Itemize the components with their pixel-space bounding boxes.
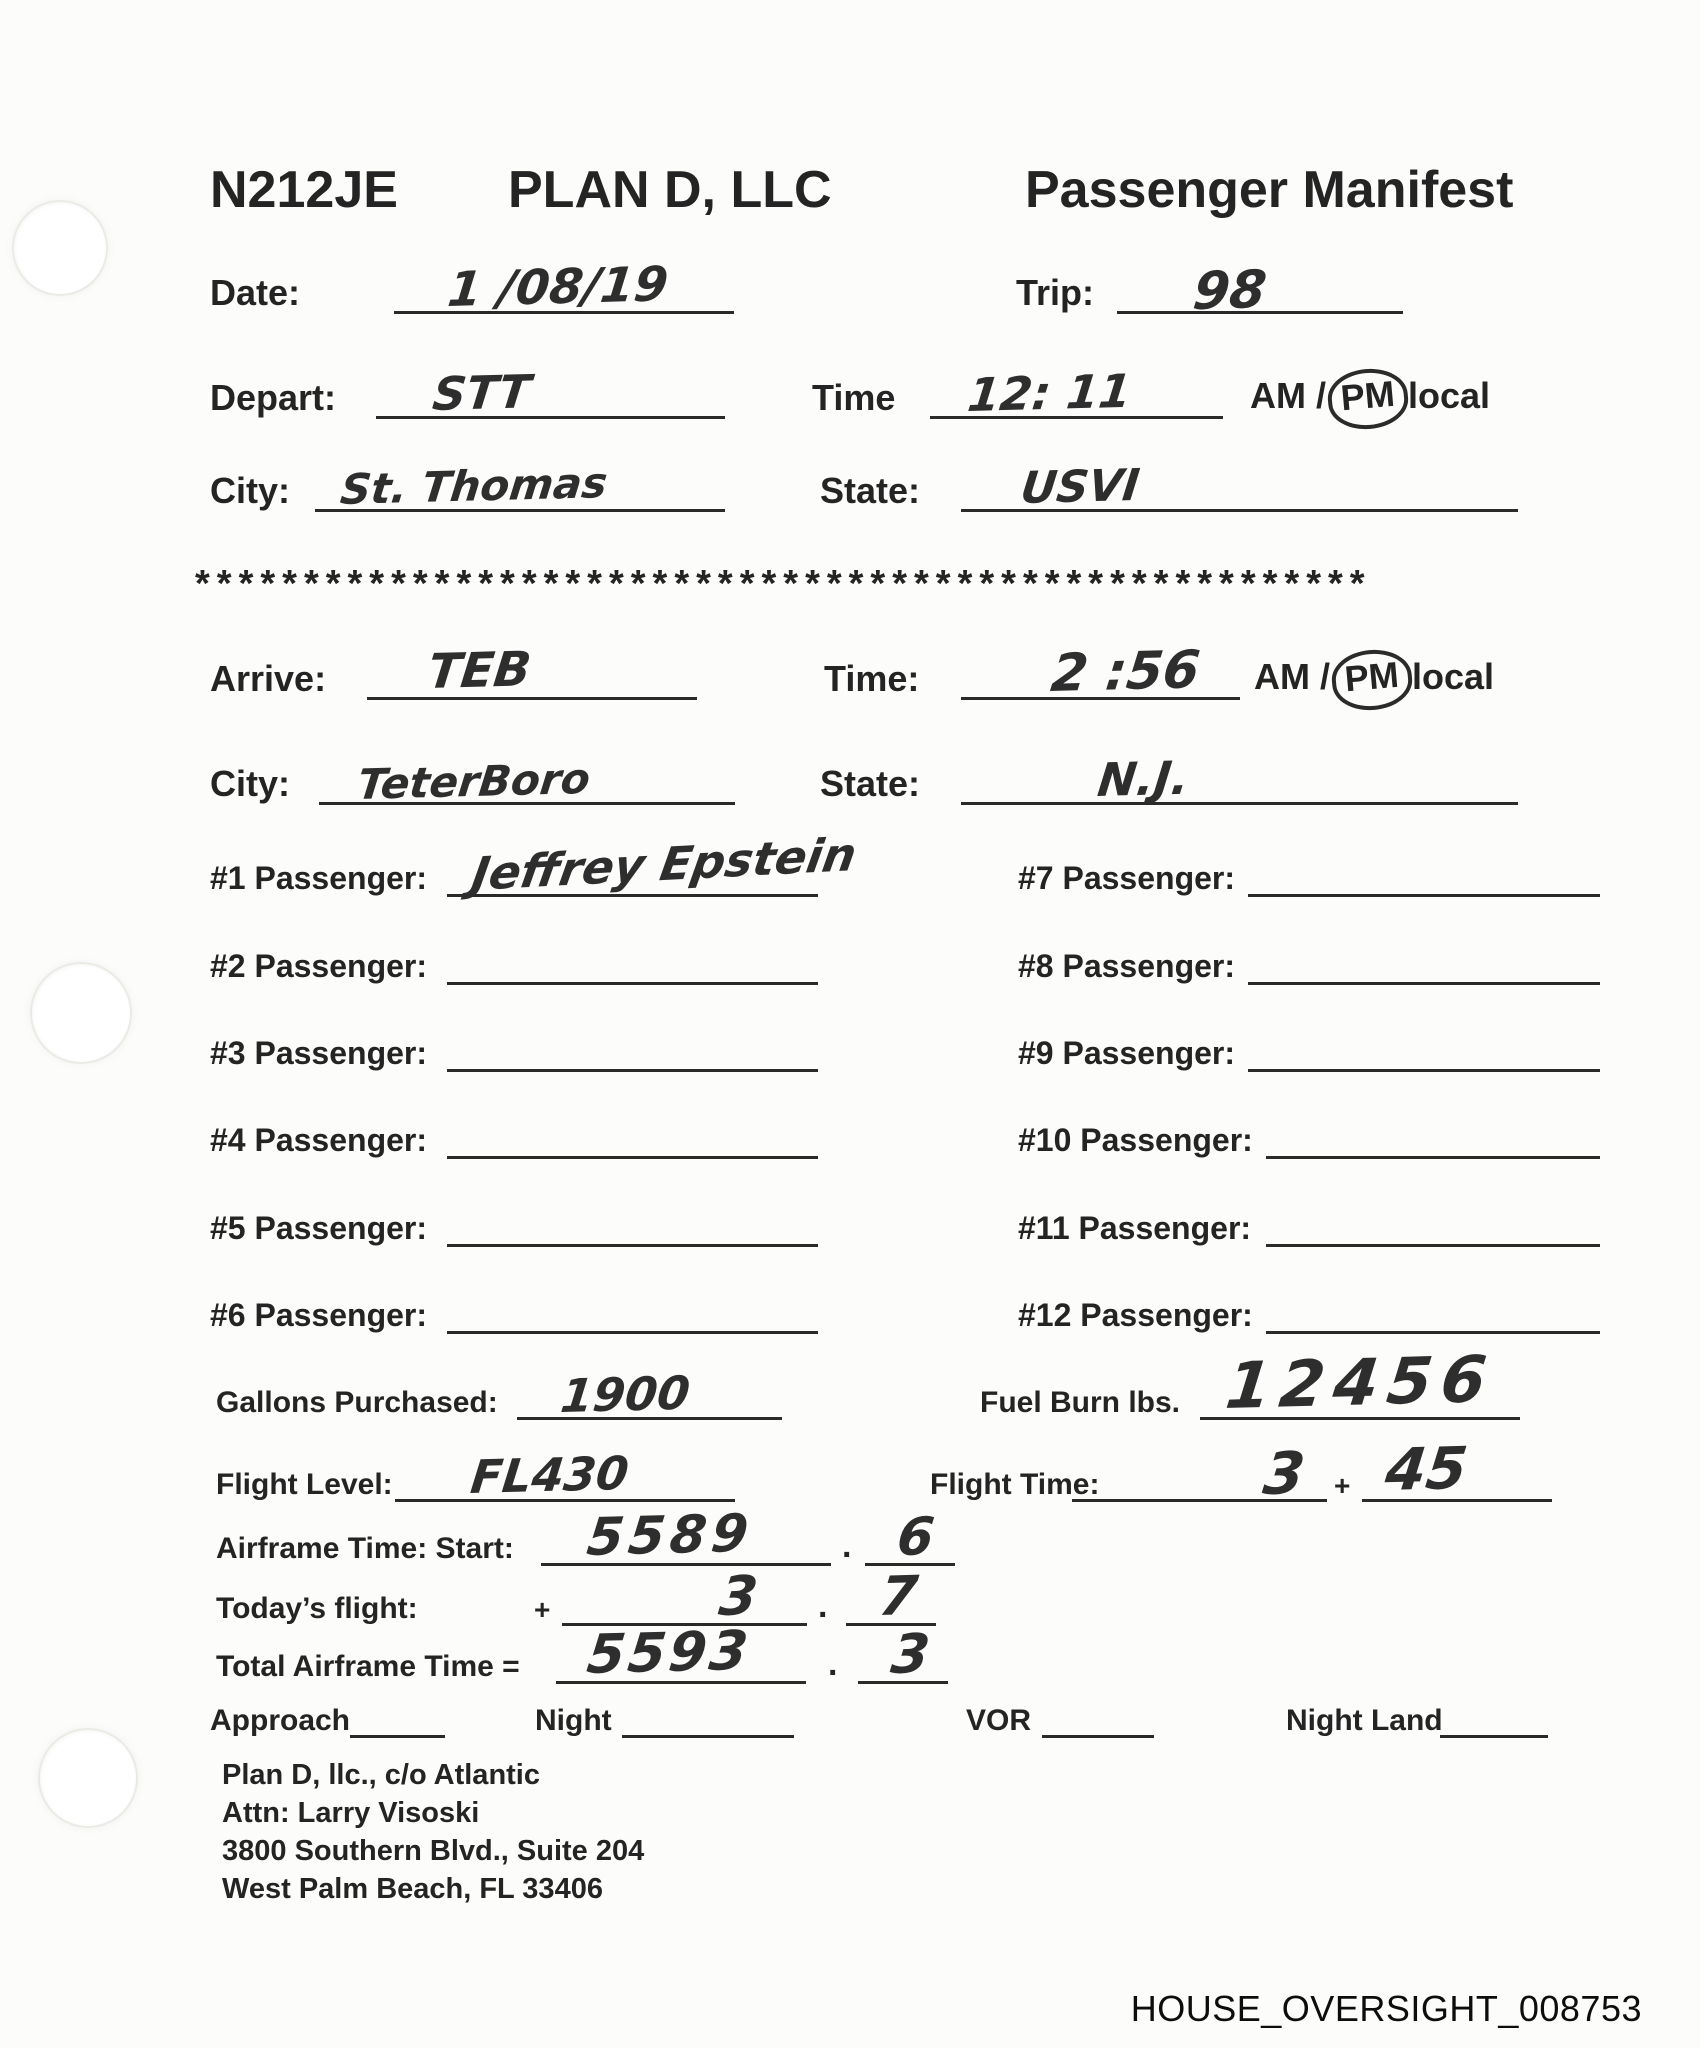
trip-label: Trip: [1016, 272, 1094, 313]
vor-label: VOR [966, 1704, 1032, 1737]
passenger-row-2 [210, 925, 910, 985]
depart-city-row [210, 448, 1670, 512]
todays-flight-main-value: 3 [716, 1564, 761, 1628]
depart-time-value: 12: 11 [965, 363, 1135, 422]
passenger-3-label: #3 Passenger: [210, 1035, 428, 1071]
flight-level-value: FL430 [468, 1445, 632, 1504]
arrive-field-line [367, 692, 697, 700]
flight-level-time-row [210, 1433, 1670, 1508]
bates-stamp: HOUSE_OVERSIGHT_008753 [1130, 1988, 1642, 2029]
flight-time-hours-value: 3 [1260, 1438, 1309, 1508]
passenger-10-label: #10 Passenger: [1018, 1122, 1253, 1158]
passenger-6-label: #6 Passenger: [210, 1297, 428, 1333]
tail-number: N212JE [210, 161, 398, 219]
flight-time-plus: + [1334, 1470, 1351, 1501]
night-land-label: Night Land [1286, 1704, 1443, 1737]
passenger-1-label: #1 Passenger: [210, 860, 428, 896]
night-line [622, 1730, 794, 1738]
passenger-row-10 [1018, 1099, 1618, 1159]
hole-punch-top [12, 200, 108, 296]
night-land-line [1440, 1730, 1548, 1738]
depart-am-label: AM / [1250, 375, 1326, 416]
footer-address [222, 1756, 1022, 1916]
todays-flight-dot: . [818, 1587, 828, 1625]
passenger-7-label: #7 Passenger: [1018, 860, 1236, 896]
todays-flight-row [216, 1566, 1316, 1626]
approach-line [350, 1730, 445, 1738]
passenger-row-7 [1018, 837, 1618, 897]
passenger-10-line [1266, 1151, 1600, 1159]
gallons-fuel-row [210, 1343, 1670, 1424]
approach-label: Approach [210, 1704, 351, 1737]
passenger-1-value: Jeffrey Epstein [468, 827, 861, 901]
passenger-row-6 [210, 1274, 910, 1334]
footer-line-4: West Palm Beach, FL 33406 [222, 1873, 603, 1905]
passenger-row-11 [1018, 1187, 1618, 1247]
passenger-8-label: #8 Passenger: [1018, 948, 1236, 984]
airframe-start-row [216, 1503, 1316, 1568]
trip-value: 98 [1190, 260, 1270, 322]
todays-flight-dec-value: 7 [876, 1564, 921, 1628]
gallons-label: Gallons Purchased: [216, 1386, 498, 1419]
hole-punch-bottom [38, 1728, 138, 1828]
ops-row [210, 1682, 1670, 1738]
date-trip-row [210, 250, 1610, 322]
passenger-row-1 [210, 827, 910, 901]
total-airframe-main-value: 5593 [584, 1618, 755, 1686]
passenger-3-line [447, 1064, 818, 1072]
airframe-start-dot: . [842, 1527, 852, 1565]
arrive-state-line [961, 797, 1518, 805]
arrive-value: TEB [425, 641, 534, 700]
arrive-city-value: TeterBoro [355, 753, 593, 809]
arrive-city-row [210, 741, 1670, 809]
passenger-row-3 [210, 1012, 910, 1072]
arrive-ampm [1254, 650, 1494, 700]
arrive-am-label: AM / [1254, 656, 1330, 697]
fuel-burn-label: Fuel Burn lbs. [980, 1386, 1181, 1419]
vor-line [1042, 1730, 1154, 1738]
passenger-row-4 [210, 1099, 910, 1159]
passenger-7-line [1248, 889, 1600, 897]
depart-label: Depart: [210, 377, 337, 418]
document-header [210, 158, 1610, 220]
passenger-8-line [1248, 977, 1600, 985]
total-airframe-label: Total Airframe Time = [216, 1650, 520, 1683]
todays-flight-plus: + [534, 1594, 551, 1625]
passenger-11-label: #11 Passenger: [1018, 1210, 1252, 1246]
arrive-time-value: 2 :56 [1048, 640, 1203, 704]
arrive-pm-label: PM [1343, 653, 1401, 700]
fuel-burn-value: 12456 [1222, 1343, 1500, 1424]
total-airframe-dec-value: 3 [888, 1622, 933, 1686]
gallons-value: 1900 [558, 1365, 693, 1423]
depart-state-value: USVI [1018, 459, 1143, 514]
arrive-time-label: Time: [824, 658, 920, 699]
depart-city-value: St. Thomas [338, 458, 610, 514]
asterisk-divider: ****************************************************** [195, 563, 1372, 605]
passenger-4-label: #4 Passenger: [210, 1122, 428, 1158]
depart-time-label: Time [812, 377, 896, 418]
company-name: PLAN D, LLC [508, 161, 832, 219]
passenger-2-line [447, 977, 818, 985]
hole-punch-middle [30, 962, 132, 1064]
arrive-city-label: City: [210, 763, 290, 804]
passenger-6-line [447, 1326, 818, 1334]
footer-line-3: 3800 Southern Blvd., Suite 204 [222, 1835, 645, 1867]
depart-city-label: City: [210, 470, 290, 511]
arrive-label: Arrive: [210, 658, 327, 699]
date-label: Date: [210, 272, 301, 313]
passenger-row-9 [1018, 1012, 1618, 1072]
passenger-11-line [1266, 1239, 1600, 1247]
passenger-12-line [1266, 1326, 1600, 1334]
depart-ampm [1250, 369, 1490, 419]
arrive-state-value: N.J. [1095, 750, 1193, 807]
total-airframe-dot: . [828, 1645, 838, 1683]
passenger-row-5 [210, 1187, 910, 1247]
passenger-row-12 [1018, 1274, 1618, 1334]
depart-field-line [376, 411, 725, 419]
depart-state-label: State: [820, 470, 921, 511]
total-airframe-row [216, 1618, 1316, 1686]
airframe-start-label: Airframe Time: Start: [216, 1532, 514, 1565]
page-title: Passenger Manifest [1025, 161, 1514, 219]
arrive-pm-circle [1330, 647, 1415, 714]
footer-line-2: Attn: Larry Visoski [222, 1797, 480, 1829]
depart-pm-circle [1326, 366, 1411, 433]
airframe-start-dec-value: 6 [894, 1507, 938, 1568]
date-value: 1 /08/19 [445, 256, 671, 318]
arrive-row [210, 636, 1670, 704]
passenger-5-line [447, 1239, 818, 1247]
passenger-4-line [447, 1151, 818, 1159]
arrive-local-label: local [1412, 656, 1495, 697]
passenger-row-8 [1018, 925, 1618, 985]
passenger-12-label: #12 Passenger: [1018, 1297, 1253, 1333]
passenger-9-label: #9 Passenger: [1018, 1035, 1236, 1071]
footer-line-1: Plan D, llc., c/o Atlantic [222, 1759, 540, 1791]
depart-local-label: local [1408, 375, 1491, 416]
night-label: Night [535, 1704, 612, 1737]
arrive-state-label: State: [820, 763, 921, 804]
airframe-start-main-value: 5589 [584, 1503, 757, 1568]
passenger-5-label: #5 Passenger: [210, 1210, 428, 1246]
depart-row [210, 355, 1670, 422]
todays-flight-label: Today’s flight: [216, 1592, 418, 1625]
flight-level-label: Flight Level: [216, 1468, 393, 1501]
flight-time-label: Flight Time: [930, 1468, 1100, 1501]
depart-value: STT [430, 364, 534, 421]
flight-time-minutes-value: 45 [1382, 1433, 1471, 1504]
depart-pm-label: PM [1339, 372, 1397, 419]
passenger-2-label: #2 Passenger: [210, 948, 428, 984]
passenger-9-line [1248, 1064, 1600, 1072]
